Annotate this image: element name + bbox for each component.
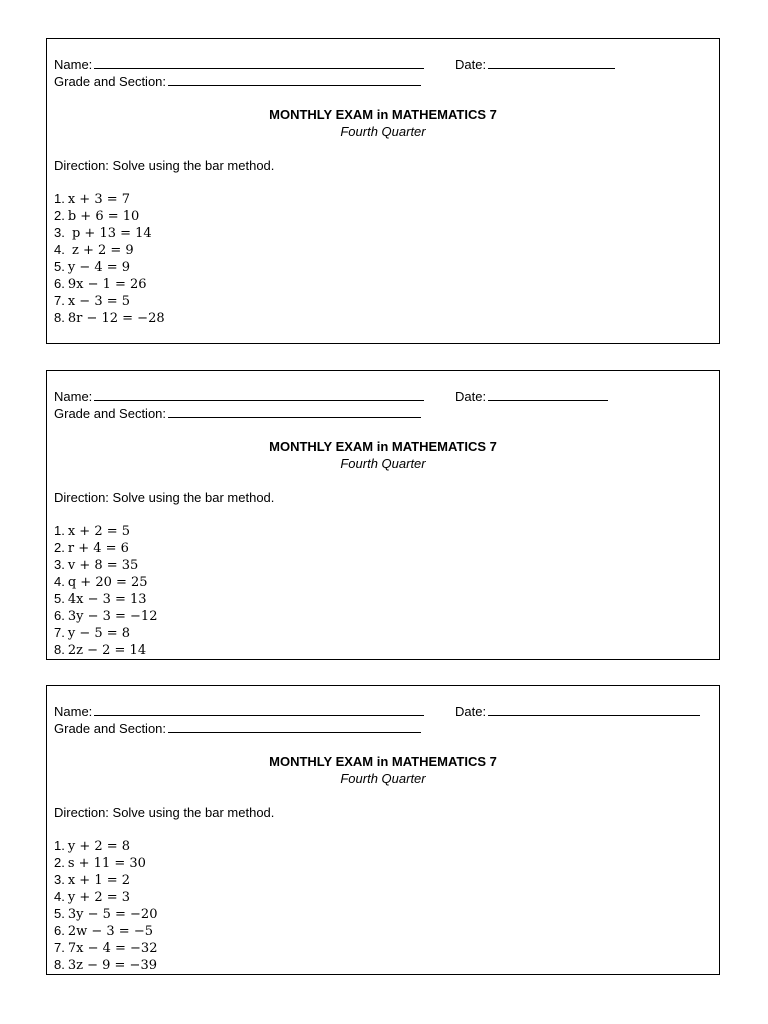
problem-equation: 8r − 12 = −28 xyxy=(67,311,165,326)
problem-number: 1. xyxy=(54,523,65,538)
exam-subtitle: Fourth Quarter xyxy=(340,771,426,786)
direction-text: Direction: Solve using the bar method. xyxy=(54,158,275,173)
problem-equation: 3y − 5 = −20 xyxy=(67,907,158,922)
problem-number: 7. xyxy=(54,625,65,640)
problem-item xyxy=(54,641,157,658)
exam-card-3 xyxy=(46,685,720,975)
date-label: Date: xyxy=(455,57,487,72)
problem-number: 4. xyxy=(54,242,65,257)
name-label: Name: xyxy=(54,57,93,72)
problem-equation: x + 1 = 2 xyxy=(67,873,131,888)
exam-subtitle: Fourth Quarter xyxy=(340,124,426,139)
problem-equation: 2w − 3 = −5 xyxy=(67,924,153,939)
problem-item xyxy=(54,607,157,624)
date-label: Date: xyxy=(455,389,487,404)
name-field xyxy=(54,56,424,73)
exam-card-2 xyxy=(46,370,720,660)
problem-list xyxy=(54,522,157,658)
problem-item xyxy=(54,309,165,326)
problem-item xyxy=(54,241,165,258)
name-label: Name: xyxy=(54,389,93,404)
problem-equation: p + 13 = 14 xyxy=(67,226,152,241)
problem-number: 3. xyxy=(54,557,65,572)
problem-equation: 9x − 1 = 26 xyxy=(67,277,147,292)
name-blank-line xyxy=(94,703,424,716)
date-field xyxy=(455,703,700,720)
exam-title: MONTHLY EXAM in MATHEMATICS 7 xyxy=(269,107,497,122)
problem-item xyxy=(54,939,157,956)
date-blank-line xyxy=(488,56,615,69)
direction-text: Direction: Solve using the bar method. xyxy=(54,805,275,820)
problem-equation: y + 2 = 8 xyxy=(67,839,131,854)
grade-section-field xyxy=(54,405,421,422)
problem-number: 5. xyxy=(54,259,65,274)
grade-section-label: Grade and Section: xyxy=(54,74,167,89)
problem-equation: 3z − 9 = −39 xyxy=(67,958,157,973)
problem-equation: 3y − 3 = −12 xyxy=(67,609,158,624)
problem-item xyxy=(54,956,157,973)
problem-equation: 4x − 3 = 13 xyxy=(67,592,147,607)
date-blank-line xyxy=(488,703,700,716)
direction-text: Direction: Solve using the bar method. xyxy=(54,490,275,505)
exam-subtitle: Fourth Quarter xyxy=(340,456,426,471)
grade-section-field xyxy=(54,73,421,90)
problem-number: 3. xyxy=(54,225,65,240)
problem-number: 7. xyxy=(54,940,65,955)
problem-equation: y + 2 = 3 xyxy=(67,890,131,905)
problem-number: 6. xyxy=(54,923,65,938)
problem-equation: x − 3 = 5 xyxy=(67,294,131,309)
grade-section-label: Grade and Section: xyxy=(54,721,167,736)
problem-item xyxy=(54,871,157,888)
problem-item xyxy=(54,522,157,539)
date-blank-line xyxy=(488,388,608,401)
problem-item xyxy=(54,556,157,573)
problem-equation: z + 2 = 9 xyxy=(67,243,134,258)
problem-item xyxy=(54,854,157,871)
exam-title: MONTHLY EXAM in MATHEMATICS 7 xyxy=(269,439,497,454)
problem-item xyxy=(54,888,157,905)
problem-item xyxy=(54,590,157,607)
problem-item xyxy=(54,207,165,224)
problem-list xyxy=(54,190,165,326)
name-field xyxy=(54,703,424,720)
grade-section-field xyxy=(54,720,421,737)
name-field xyxy=(54,388,424,405)
problem-equation: b + 6 = 10 xyxy=(67,209,140,224)
problem-item xyxy=(54,292,165,309)
exam-card-1 xyxy=(46,38,720,344)
problem-number: 7. xyxy=(54,293,65,308)
problem-item xyxy=(54,224,165,241)
problem-number: 1. xyxy=(54,191,65,206)
problem-number: 2. xyxy=(54,540,65,555)
date-label: Date: xyxy=(455,704,487,719)
problem-number: 4. xyxy=(54,889,65,904)
problem-item xyxy=(54,573,157,590)
date-field xyxy=(455,56,615,73)
date-field xyxy=(455,388,608,405)
problem-item xyxy=(54,275,165,292)
problem-equation: x + 2 = 5 xyxy=(67,524,131,539)
problem-item xyxy=(54,922,157,939)
problem-number: 1. xyxy=(54,838,65,853)
problem-number: 6. xyxy=(54,276,65,291)
problem-item xyxy=(54,624,157,641)
problem-equation: r + 4 = 6 xyxy=(67,541,129,556)
name-label: Name: xyxy=(54,704,93,719)
problem-list xyxy=(54,837,157,973)
problem-equation: q + 20 = 25 xyxy=(67,575,148,590)
problem-number: 5. xyxy=(54,591,65,606)
grade-section-blank-line xyxy=(168,405,421,418)
problem-number: 8. xyxy=(54,957,65,972)
problem-item xyxy=(54,905,157,922)
problem-item xyxy=(54,539,157,556)
problem-number: 5. xyxy=(54,906,65,921)
problem-number: 2. xyxy=(54,855,65,870)
problem-equation: 7x − 4 = −32 xyxy=(67,941,158,956)
problem-number: 3. xyxy=(54,872,65,887)
problem-equation: y − 5 = 8 xyxy=(67,626,131,641)
problem-item xyxy=(54,258,165,275)
problem-number: 8. xyxy=(54,642,65,657)
problem-item xyxy=(54,190,165,207)
problem-number: 4. xyxy=(54,574,65,589)
problem-equation: s + 11 = 30 xyxy=(67,856,146,871)
exam-title: MONTHLY EXAM in MATHEMATICS 7 xyxy=(269,754,497,769)
problem-equation: y − 4 = 9 xyxy=(67,260,131,275)
problem-equation: 2z − 2 = 14 xyxy=(67,643,147,658)
problem-equation: v + 8 = 35 xyxy=(67,558,139,573)
grade-section-blank-line xyxy=(168,73,421,86)
problem-number: 8. xyxy=(54,310,65,325)
problem-equation: x + 3 = 7 xyxy=(67,192,131,207)
grade-section-label: Grade and Section: xyxy=(54,406,167,421)
name-blank-line xyxy=(94,388,424,401)
problem-number: 2. xyxy=(54,208,65,223)
name-blank-line xyxy=(94,56,424,69)
problem-item xyxy=(54,837,157,854)
problem-number: 6. xyxy=(54,608,65,623)
grade-section-blank-line xyxy=(168,720,421,733)
